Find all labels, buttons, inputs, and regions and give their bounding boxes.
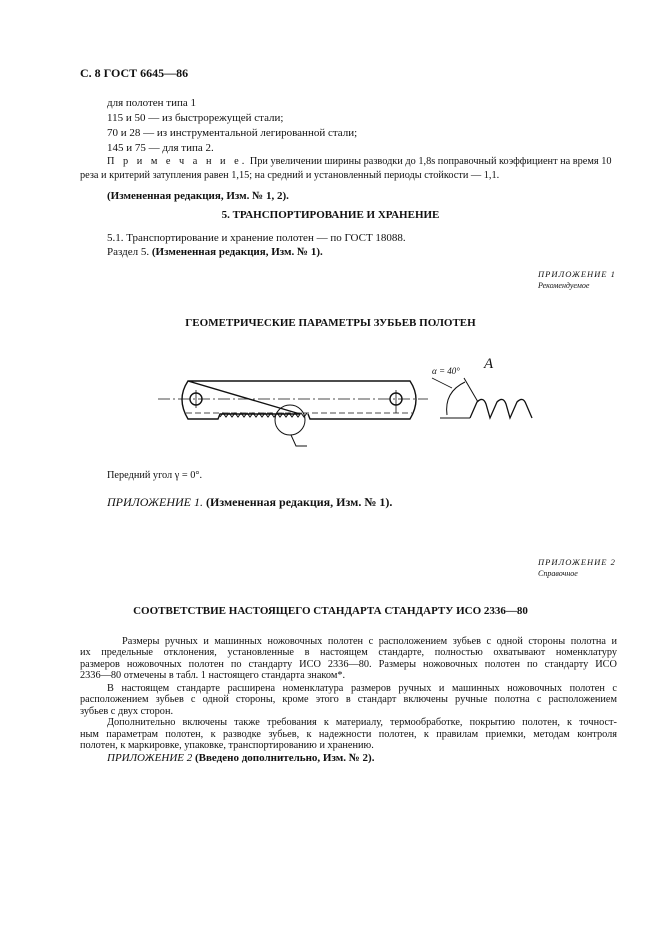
appendix-status: Справочное <box>538 569 578 578</box>
detail-teeth <box>470 399 532 418</box>
amendment-note: (Измененная редакция, Изм. № 1, 2). <box>107 190 289 202</box>
page-header: С. 8 ГОСТ 6645—86 <box>80 66 189 80</box>
appendix-title: СООТВЕТСТВИЕ НАСТОЯЩЕГО СТАНДАРТА СТАНДАРТУ ИСО 2336—80 <box>133 605 528 617</box>
paragraph-line: Размеры ручных и машинных ножовочных полотен с расположением зубьев с одной стороны полотна и <box>122 636 617 647</box>
note-line-2: реза и критерий затупления равен 1,15; на средний и установленный периоды стойкости — 1,1. <box>80 170 500 181</box>
text: Раздел 5. <box>107 246 150 258</box>
list-item: 70 и 28 — из инструментальной легированной стали; <box>107 127 358 139</box>
paragraph-line: ным параметрам полотен, к разводке зубьев, к надежности полотен, к правилам приемки, методам контроля <box>80 729 617 740</box>
paragraph-line: полотен, к маркировке, упаковке, транспортированию и хранению. <box>80 740 374 751</box>
paragraph-line: их предельные отклонения, установленные в настоящем стандарте, полностью охватывают номенклатуру <box>80 647 617 658</box>
list-item: для полотен типа 1 <box>107 97 197 109</box>
text: ПРИЛОЖЕНИЕ 2 <box>107 752 193 764</box>
note-text: При увеличении ширины разводки до 1,8s поправочный коэффициент на время 10 <box>249 156 612 167</box>
note-label: П р и м е ч а н и е. <box>107 156 248 167</box>
paragraph-line: зубьев с двух сторон. <box>80 706 174 717</box>
paragraph-line: В настоящем стандарте расширена номенклатура размеров ручных и машинных ножовочных полотен с <box>107 683 617 694</box>
paragraph-line: Дополнительно включены также требования к материалу, термообработке, покрытию полотен, к точност- <box>107 717 617 728</box>
paragraph-line: 2336—80 отмечены в табл. 1 настоящего стандарта знаком*. <box>80 670 346 681</box>
leader-line <box>291 435 307 446</box>
paragraph-line: размеров ножовочных полотен по стандарту ИСО 2336—80. Размеры ножовочных полотен по стандарту ИСО <box>80 659 617 670</box>
list-item: 115 и 50 — из быстрорежущей стали; <box>107 112 284 124</box>
appendix-title: ГЕОМЕТРИЧЕСКИЕ ПАРАМЕТРЫ ЗУБЬЕВ ПОЛОТЕН <box>185 317 476 329</box>
paragraph: 5.1. Транспортирование и хранение полотен — по ГОСТ 18088. <box>107 232 406 244</box>
amendment-note: (Измененная редакция, Изм. № 1). <box>151 246 323 258</box>
detail-circle <box>275 405 305 435</box>
text: (Измененная редакция, Изм. № 1). <box>205 495 393 509</box>
rake-angle: Передний угол γ = 0°. <box>107 470 203 481</box>
list-item: 145 и 75 — для типа 2. <box>107 142 214 154</box>
text: (Введено дополнительно, Изм. № 2). <box>194 752 375 764</box>
text: ПРИЛОЖЕНИЕ 1. <box>107 495 203 509</box>
appendix-status: Рекомендуемое <box>538 281 590 290</box>
appendix-label: ПРИЛОЖЕНИЕ 1 <box>538 269 616 279</box>
paragraph-line: расположением зубьев с одной стороны, кроме этого в стандарт включены ручные полотна с расположением <box>80 694 617 705</box>
angle-label: α = 40° <box>432 366 460 376</box>
amendment-note <box>107 753 374 764</box>
section-title: 5. ТРАНСПОРТИРОВАНИЕ И ХРАНЕНИЕ <box>221 209 440 221</box>
view-label: А <box>484 356 494 372</box>
amendment-note <box>107 496 392 508</box>
appendix-label: ПРИЛОЖЕНИЕ 2 <box>538 557 616 567</box>
